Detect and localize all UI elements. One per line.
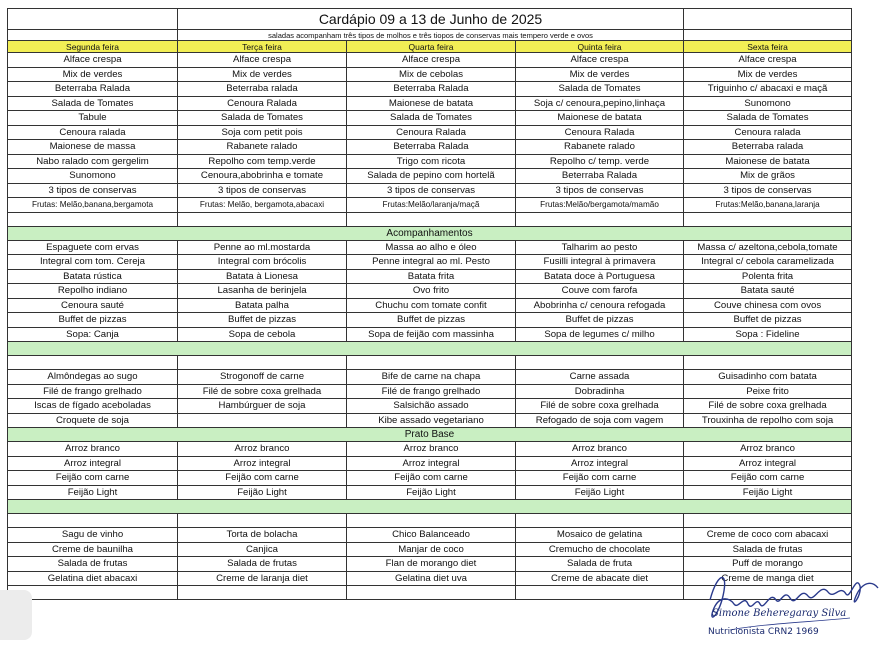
menu-cell: Alface crespa <box>347 53 516 68</box>
menu-cell: Salada de frutas <box>8 557 178 572</box>
menu-cell: Beterraba Ralada <box>347 140 516 155</box>
menu-cell: Kibe assado vegetariano <box>347 413 516 428</box>
menu-subtitle: saladas acompanham três tipos de molhos e três tiopos de conservas mais tempero verde e ovos <box>178 30 684 41</box>
menu-cell: Batata doce à Portuguesa <box>516 269 684 284</box>
menu-cell: Refogado de soja com vagem <box>516 413 684 428</box>
menu-cell: 3 tipos de conservas <box>8 183 178 198</box>
section-acompanhamentos-label: Acompanhamentos <box>8 226 852 240</box>
spacer-row <box>8 356 852 370</box>
menu-cell: Couve chinesa com ovos <box>684 298 852 313</box>
menu-cell: Bife de carne na chapa <box>347 370 516 385</box>
menu-cell: Filé de sobre coxa grelhada <box>684 399 852 414</box>
menu-table <box>7 8 852 600</box>
menu-cell: Arroz integral <box>684 456 852 471</box>
menu-cell: Maionese de batata <box>516 111 684 126</box>
menu-cell: Cenoura ralada <box>684 125 852 140</box>
side-dish-row <box>8 313 852 328</box>
menu-cell: Batata à Lionesa <box>178 269 347 284</box>
menu-cell: Arroz branco <box>8 442 178 457</box>
menu-cell: Soja com petit pois <box>178 125 347 140</box>
menu-cell: Beterraba Ralada <box>8 82 178 97</box>
signature-crn: Nutricionista CRN2 1969 <box>708 627 819 637</box>
menu-cell: Feijão Light <box>347 485 516 500</box>
signature-name: Simone Beheregaray Silva <box>712 608 847 619</box>
side-dish-row <box>8 269 852 284</box>
menu-cell: Filé de sobre coxa grelhada <box>178 384 347 399</box>
menu-cell: Arroz integral <box>8 456 178 471</box>
menu-cell: Salada de Tomates <box>8 96 178 111</box>
protein-row <box>8 413 852 428</box>
salad-row <box>8 154 852 169</box>
menu-cell: Salada de Tomates <box>516 82 684 97</box>
menu-cell: Frutas: Melão, bergamota,abacaxi <box>178 198 347 213</box>
menu-cell: Gelatina diet uva <box>347 571 516 586</box>
title-row <box>8 9 852 30</box>
menu-cell: Feijão Light <box>516 485 684 500</box>
menu-cell: Batata frita <box>347 269 516 284</box>
menu-cell: Repolho indiano <box>8 284 178 299</box>
subtitle-row <box>8 30 852 41</box>
menu-cell: Tabule <box>8 111 178 126</box>
menu-cell: Beterraba ralada <box>178 82 347 97</box>
menu-cell: Almôndegas ao sugo <box>8 370 178 385</box>
base-dish-row <box>8 456 852 471</box>
side-dish-row <box>8 284 852 299</box>
menu-cell: Alface crespa <box>8 53 178 68</box>
menu-cell: Integral com brócolis <box>178 255 347 270</box>
menu-cell: Arroz integral <box>178 456 347 471</box>
menu-cell: Buffet de pizzas <box>684 313 852 328</box>
section-band <box>8 342 852 356</box>
menu-cell: Arroz branco <box>684 442 852 457</box>
menu-cell: Arroz branco <box>516 442 684 457</box>
menu-cell: Cenoura ralada <box>8 125 178 140</box>
day-header: Sexta feira <box>684 41 852 53</box>
salad-row <box>8 198 852 213</box>
menu-cell: Buffet de pizzas <box>347 313 516 328</box>
section-band <box>8 500 852 514</box>
salad-row <box>8 183 852 198</box>
side-dish-row <box>8 327 852 342</box>
menu-cell: Rabanete ralado <box>516 140 684 155</box>
base-dish-row <box>8 471 852 486</box>
menu-cell: Beterraba Ralada <box>347 82 516 97</box>
menu-cell: Frutas: Melão,banana,bergamota <box>8 198 178 213</box>
menu-cell: Batata rústica <box>8 269 178 284</box>
menu-cell: Repolho c/ temp. verde <box>516 154 684 169</box>
menu-cell: Hambúrguer de soja <box>178 399 347 414</box>
salad-row <box>8 169 852 184</box>
base-dish-row <box>8 485 852 500</box>
menu-cell: Salada de Tomates <box>684 111 852 126</box>
menu-cell: Penne integral ao ml. Pesto <box>347 255 516 270</box>
menu-cell: Salada de fruta <box>516 557 684 572</box>
menu-cell: Feijão Light <box>178 485 347 500</box>
menu-cell: Salada de pepino com hortelã <box>347 169 516 184</box>
menu-cell: Salada de Tomates <box>347 111 516 126</box>
menu-cell: Rabanete ralado <box>178 140 347 155</box>
menu-cell: Sunomono <box>8 169 178 184</box>
menu-cell: 3 tipos de conservas <box>178 183 347 198</box>
menu-cell: Penne ao ml.mostarda <box>178 240 347 255</box>
menu-cell: Beterraba ralada <box>684 140 852 155</box>
side-dish-row <box>8 240 852 255</box>
menu-cell: Salada de frutas <box>684 542 852 557</box>
day-header: Quinta feira <box>516 41 684 53</box>
menu-cell: Mix de verdes <box>8 67 178 82</box>
menu-cell: Trigo com ricota <box>347 154 516 169</box>
menu-cell: Frutas:Melão/laranja/maçã <box>347 198 516 213</box>
salad-row <box>8 125 852 140</box>
menu-cell: Feijão Light <box>8 485 178 500</box>
menu-cell: Repolho com temp.verde <box>178 154 347 169</box>
spacer-row <box>8 212 852 226</box>
menu-cell: Salada de frutas <box>178 557 347 572</box>
menu-cell: Sopa de feijão com massinha <box>347 327 516 342</box>
menu-cell: 3 tipos de conservas <box>516 183 684 198</box>
menu-cell: Cremucho de chocolate <box>516 542 684 557</box>
menu-cell: Mix de cebolas <box>347 67 516 82</box>
menu-cell: Fusilli integral à primavera <box>516 255 684 270</box>
menu-cell: Feijão com carne <box>516 471 684 486</box>
side-dish-row <box>8 298 852 313</box>
menu-cell: Sopa : Fideline <box>684 327 852 342</box>
menu-cell <box>178 413 347 428</box>
days-header-row <box>8 41 852 53</box>
menu-cell: Massa ao alho e óleo <box>347 240 516 255</box>
menu-cell: Soja c/ cenoura,pepino,linhaça <box>516 96 684 111</box>
menu-cell: Batata sauté <box>684 284 852 299</box>
menu-cell: Massa c/ azeltona,cebola,tomate <box>684 240 852 255</box>
menu-cell: Sopa de legumes c/ milho <box>516 327 684 342</box>
menu-cell: Lasanha de berinjela <box>178 284 347 299</box>
menu-cell: Sunomono <box>684 96 852 111</box>
menu-cell: Creme de manga diet <box>684 571 852 586</box>
menu-cell: Cenoura Ralada <box>347 125 516 140</box>
menu-cell: Triguinho c/ abacaxi e maçã <box>684 82 852 97</box>
menu-cell: Canjica <box>178 542 347 557</box>
menu-cell: Polenta frita <box>684 269 852 284</box>
menu-cell: Croquete de soja <box>8 413 178 428</box>
day-header: Quarta feira <box>347 41 516 53</box>
menu-cell: Alface crespa <box>178 53 347 68</box>
menu-cell: Maionese de massa <box>8 140 178 155</box>
side-dish-row <box>8 255 852 270</box>
menu-cell: Chuchu com tomate confit <box>347 298 516 313</box>
section-prato-base <box>8 428 852 442</box>
menu-cell: Filé de sobre coxa grelhada <box>516 399 684 414</box>
menu-cell: Filé de frango grelhado <box>8 384 178 399</box>
menu-cell: Carne assada <box>516 370 684 385</box>
menu-cell: Arroz branco <box>178 442 347 457</box>
spacer-row <box>8 514 852 528</box>
menu-cell: Trouxinha de repolho com soja <box>684 413 852 428</box>
menu-cell: Iscas de fígado aceboladas <box>8 399 178 414</box>
menu-cell: Buffet de pizzas <box>178 313 347 328</box>
menu-cell: Puff de morango <box>684 557 852 572</box>
menu-cell: Buffet de pizzas <box>8 313 178 328</box>
menu-cell: Flan de morango diet <box>347 557 516 572</box>
menu-cell: Alface crespa <box>684 53 852 68</box>
menu-cell: Cenoura Ralada <box>178 96 347 111</box>
base-dish-row <box>8 442 852 457</box>
menu-cell: Abobrinha c/ cenoura refogada <box>516 298 684 313</box>
salad-row <box>8 96 852 111</box>
menu-cell: Filé de frango grelhado <box>347 384 516 399</box>
section-acompanhamentos <box>8 226 852 240</box>
menu-cell: Sopa de cebola <box>178 327 347 342</box>
menu-cell: Peixe frito <box>684 384 852 399</box>
salad-row <box>8 140 852 155</box>
section-band-label <box>8 342 852 356</box>
menu-cell: Gelatina diet abacaxi <box>8 571 178 586</box>
menu-cell: Feijão com carne <box>684 471 852 486</box>
salad-row <box>8 67 852 82</box>
section-prato-base-label: Prato Base <box>8 428 852 442</box>
menu-cell: Espaguete com ervas <box>8 240 178 255</box>
dessert-row <box>8 542 852 557</box>
dessert-row <box>8 528 852 543</box>
menu-cell: Integral com tom. Cereja <box>8 255 178 270</box>
menu-cell: Feijão com carne <box>347 471 516 486</box>
protein-row <box>8 370 852 385</box>
menu-cell: Mix de verdes <box>684 67 852 82</box>
menu-cell: Frutas:Melão,banana,laranja <box>684 198 852 213</box>
day-header: Terça feira <box>178 41 347 53</box>
menu-cell: Creme de laranja diet <box>178 571 347 586</box>
menu-sheet <box>7 8 851 600</box>
menu-cell: Torta de bolacha <box>178 528 347 543</box>
menu-cell: Cenoura sauté <box>8 298 178 313</box>
menu-cell: Creme de baunilha <box>8 542 178 557</box>
section-band-label <box>8 500 852 514</box>
menu-cell: Manjar de coco <box>347 542 516 557</box>
menu-cell: 3 tipos de conservas <box>684 183 852 198</box>
salad-row <box>8 82 852 97</box>
day-header: Segunda feira <box>8 41 178 53</box>
menu-cell: Salada de Tomates <box>178 111 347 126</box>
menu-cell: Mix de grãos <box>684 169 852 184</box>
menu-cell: Beterraba Ralada <box>516 169 684 184</box>
menu-cell: Batata palha <box>178 298 347 313</box>
menu-cell: Creme de coco com abacaxi <box>684 528 852 543</box>
menu-cell: Integral c/ cebola caramelizada <box>684 255 852 270</box>
menu-cell: Nabo ralado com gergelim <box>8 154 178 169</box>
menu-cell: Dobradinha <box>516 384 684 399</box>
menu-cell: Frutas:Melão/bergamota/mamão <box>516 198 684 213</box>
menu-cell: Sagu de vinho <box>8 528 178 543</box>
corner-widget <box>0 590 32 640</box>
menu-cell: Alface crespa <box>516 53 684 68</box>
menu-cell: Couve com farofa <box>516 284 684 299</box>
menu-cell: Mix de verdes <box>178 67 347 82</box>
menu-cell: Arroz integral <box>347 456 516 471</box>
menu-cell: Strogonoff de carne <box>178 370 347 385</box>
menu-cell: Mix de verdes <box>516 67 684 82</box>
menu-cell: Cenoura,abobrinha e tomate <box>178 169 347 184</box>
menu-cell: Sopa: Canja <box>8 327 178 342</box>
menu-cell: 3 tipos de conservas <box>347 183 516 198</box>
menu-cell: Guisadinho com batata <box>684 370 852 385</box>
menu-cell: Chico Balanceado <box>347 528 516 543</box>
salad-row <box>8 53 852 68</box>
menu-cell: Maionese de batata <box>684 154 852 169</box>
menu-cell: Talharim ao pesto <box>516 240 684 255</box>
menu-cell: Feijão com carne <box>8 471 178 486</box>
menu-cell: Cenoura Ralada <box>516 125 684 140</box>
menu-title: Cardápio 09 a 13 de Junho de 2025 <box>178 9 684 30</box>
salad-row <box>8 111 852 126</box>
menu-cell: Feijão Light <box>684 485 852 500</box>
menu-cell: Arroz branco <box>347 442 516 457</box>
protein-row <box>8 384 852 399</box>
menu-cell: Buffet de pizzas <box>516 313 684 328</box>
menu-cell: Feijão com carne <box>178 471 347 486</box>
menu-cell: Maionese de batata <box>347 96 516 111</box>
menu-cell: Salsichão assado <box>347 399 516 414</box>
menu-cell: Ovo frito <box>347 284 516 299</box>
menu-cell: Arroz integral <box>516 456 684 471</box>
protein-row <box>8 399 852 414</box>
menu-cell: Creme de abacate diet <box>516 571 684 586</box>
menu-cell: Mosaico de gelatina <box>516 528 684 543</box>
